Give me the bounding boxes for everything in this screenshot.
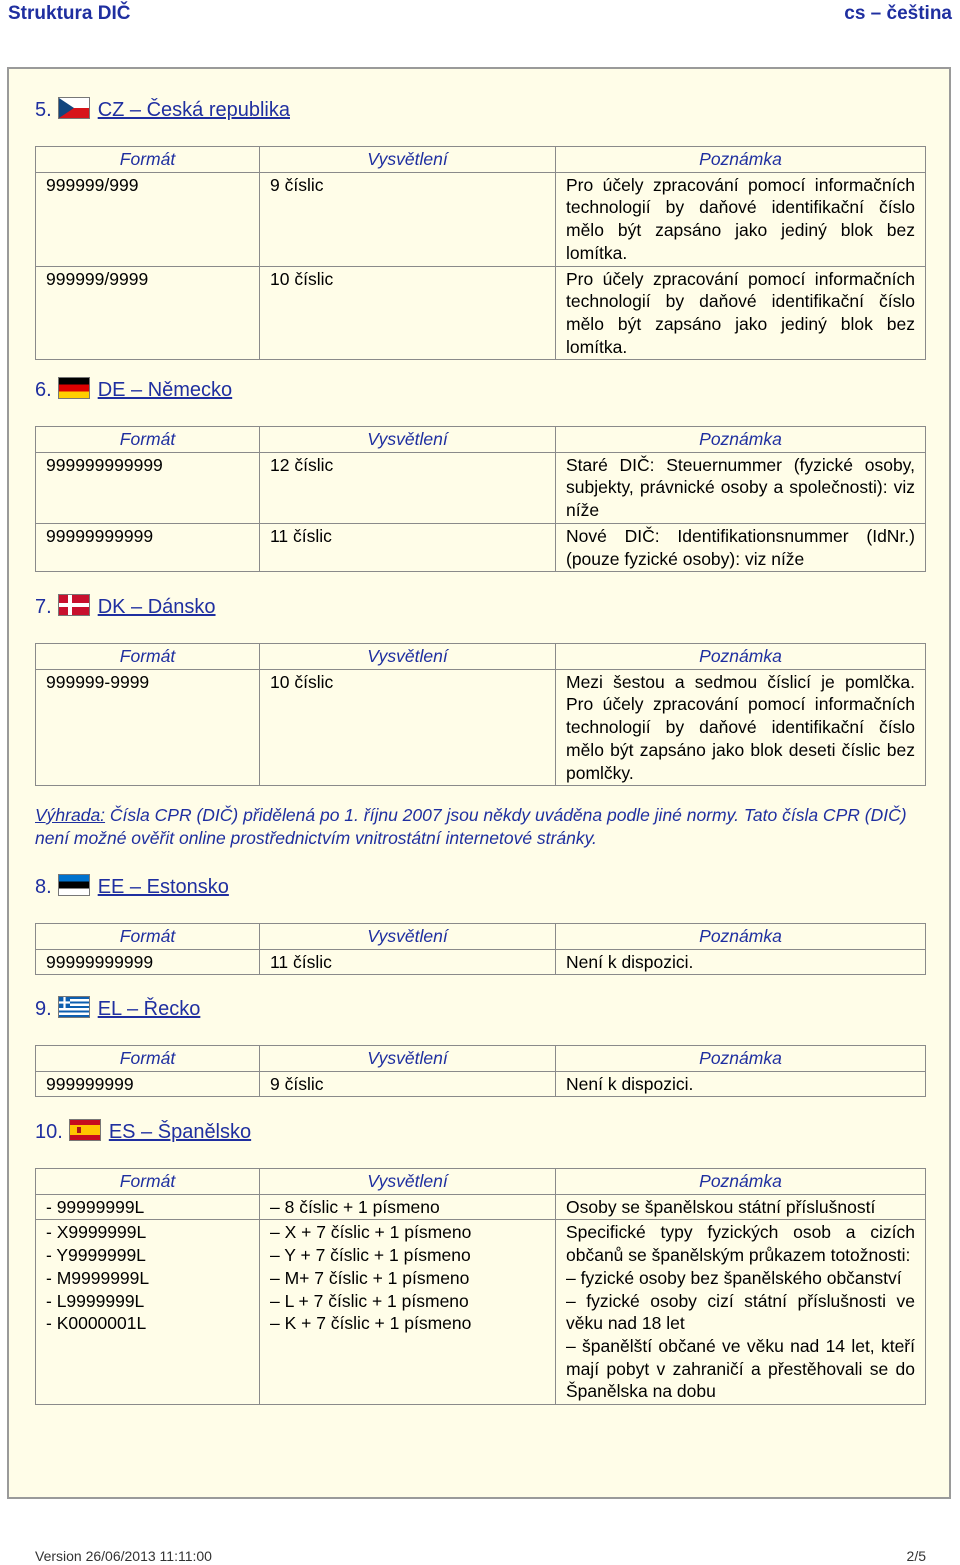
section-heading-el — [35, 996, 200, 1021]
col-header-format: Formát — [36, 427, 260, 453]
explanation-cell: 9 číslic — [260, 1071, 556, 1097]
section-number: 10. — [35, 1121, 63, 1143]
page-number: 2/5 — [906, 1548, 926, 1564]
greek-flag-icon — [58, 996, 90, 1018]
section-number: 5. — [35, 99, 52, 121]
format-line: - X9999999L — [46, 1222, 147, 1243]
estonian-flag-icon — [58, 874, 90, 896]
col-header-format: Formát — [36, 644, 260, 670]
section-heading-es — [35, 1119, 251, 1144]
reservation-text: Čísla CPR (DIČ) přidělená po 1. říjnu 2007 jsou někdy uváděna podle jiné normy. Tato čísla CPR (DIČ) není možné ověřit online prostřednictvím vnitrostátní internetové stránky. — [35, 805, 907, 848]
german-flag-icon — [58, 377, 90, 399]
note-line: – fyzické osoby bez španělského občanství — [566, 1267, 902, 1288]
note-cell: Nové DIČ: Identifikationsnummer (IdNr.) (pouze fyzické osoby): viz níže — [556, 523, 926, 571]
explanation-cell: – 8 číslic + 1 písmeno — [260, 1194, 556, 1220]
section-title: DE – Německo — [97, 379, 233, 401]
format-line: - Y9999999L — [46, 1245, 146, 1266]
note-line: – španělští občané ve věku nad 14 let, kteří mají pobyt v zahraničí a přestěhovali se do Španělska na dobu — [566, 1335, 915, 1402]
table-cz — [35, 146, 926, 360]
version-footer: Version 26/06/2013 11:11:00 — [35, 1548, 212, 1564]
spanish-flag-icon — [69, 1119, 101, 1141]
explanation-cell: 11 číslic — [260, 523, 556, 571]
note-cell: Pro účely zpracování pomocí informačních technologií by daňové identifikační číslo mělo být zapsáno jako jediný blok bez lomítka. — [556, 266, 926, 360]
col-header-note: Poznámka — [556, 924, 926, 950]
col-header-format: Formát — [36, 1046, 260, 1072]
section-heading-ee — [35, 874, 229, 899]
note-cell: Staré DIČ: Steuernummer (fyzické osoby, subjekty, právnické osoby a společnosti): viz níže — [556, 452, 926, 523]
format-line: - L9999999L — [46, 1290, 145, 1311]
section-number: 9. — [35, 998, 52, 1020]
section-title: DK – Dánsko — [97, 596, 216, 618]
col-header-explanation: Vysvětlení — [260, 1169, 556, 1195]
format-cell: 999999/9999 — [36, 266, 260, 360]
col-header-note: Poznámka — [556, 644, 926, 670]
format-cell: 99999999999 — [36, 523, 260, 571]
format-cell: 999999/999 — [36, 172, 260, 266]
col-header-explanation: Vysvětlení — [260, 427, 556, 453]
table-row — [36, 669, 926, 786]
document-title: Struktura DIČ — [8, 3, 131, 24]
format-cell: - 99999999L — [36, 1194, 260, 1220]
note-cell — [556, 1220, 926, 1405]
format-cell: 999999999 — [36, 1071, 260, 1097]
explanation-cell: 10 číslic — [260, 266, 556, 360]
explanation-cell: 12 číslic — [260, 452, 556, 523]
section-number: 8. — [35, 876, 52, 898]
note-cell: Osoby se španělskou státní příslušností — [556, 1194, 926, 1220]
table-el — [35, 1045, 926, 1097]
section-title: EE – Estonsko — [97, 876, 229, 898]
section-title: CZ – Česká republika — [97, 99, 290, 121]
section-title: ES – Španělsko — [108, 1121, 252, 1143]
czech-flag-icon — [58, 97, 90, 119]
explanation-line: – M+ 7 číslic + 1 písmeno — [270, 1267, 470, 1288]
table-es — [35, 1168, 926, 1405]
table-row — [36, 1071, 926, 1097]
table-ee — [35, 923, 926, 975]
col-header-explanation: Vysvětlení — [260, 147, 556, 173]
table-row — [36, 452, 926, 523]
section-heading-dk — [35, 594, 216, 619]
note-cell: Není k dispozici. — [556, 949, 926, 975]
reservation-label: Výhrada: — [35, 805, 106, 825]
explanation-cell — [260, 1220, 556, 1405]
format-cell — [36, 1220, 260, 1405]
format-cell: 99999999999 — [36, 949, 260, 975]
top-bar — [0, 0, 960, 30]
table-row — [36, 949, 926, 975]
explanation-cell: 9 číslic — [260, 172, 556, 266]
note-cell: Není k dispozici. — [556, 1071, 926, 1097]
note-line: – fyzické osoby cizí státní příslušnosti ve věku nad 18 let — [566, 1290, 915, 1334]
reservation-note — [35, 804, 928, 850]
table-row — [36, 266, 926, 360]
format-line: - M9999999L — [46, 1267, 150, 1288]
section-heading-de — [35, 377, 232, 402]
col-header-note: Poznámka — [556, 1046, 926, 1072]
col-header-note: Poznámka — [556, 147, 926, 173]
explanation-cell: 10 číslic — [260, 669, 556, 786]
explanation-cell: 11 číslic — [260, 949, 556, 975]
table-row — [36, 172, 926, 266]
col-header-explanation: Vysvětlení — [260, 644, 556, 670]
table-de — [35, 426, 926, 572]
section-title: EL – Řecko — [97, 998, 201, 1020]
note-line: Specifické typy fyzických osob a cizích občanů se španělským průkazem totožnosti: — [566, 1222, 915, 1266]
col-header-note: Poznámka — [556, 1169, 926, 1195]
language-label: cs – čeština — [844, 3, 952, 24]
format-cell: 999999999999 — [36, 452, 260, 523]
table-dk — [35, 643, 926, 786]
col-header-format: Formát — [36, 147, 260, 173]
note-cell: Pro účely zpracování pomocí informačních technologií by daňové identifikační číslo mělo být zapsáno jako jediný blok bez lomítka. — [556, 172, 926, 266]
col-header-format: Formát — [36, 1169, 260, 1195]
col-header-format: Formát — [36, 924, 260, 950]
danish-flag-icon — [58, 594, 90, 616]
table-row — [36, 1220, 926, 1405]
explanation-line: – X + 7 číslic + 1 písmeno — [270, 1222, 472, 1243]
table-row — [36, 523, 926, 571]
table-row — [36, 1194, 926, 1220]
col-header-explanation: Vysvětlení — [260, 1046, 556, 1072]
col-header-note: Poznámka — [556, 427, 926, 453]
section-number: 7. — [35, 596, 52, 618]
format-cell: 999999-9999 — [36, 669, 260, 786]
explanation-line: – L + 7 číslic + 1 písmeno — [270, 1290, 469, 1311]
section-heading-cz — [35, 97, 290, 122]
section-number: 6. — [35, 379, 52, 401]
col-header-explanation: Vysvětlení — [260, 924, 556, 950]
explanation-line: – Y + 7 číslic + 1 písmeno — [270, 1245, 471, 1266]
note-cell: Mezi šestou a sedmou číslicí je pomlčka. Pro účely zpracování pomocí informačních technologií by daňové identifikační číslo mělo být zapsáno jako blok deseti číslic bez pomlčky. — [556, 669, 926, 786]
format-line: - K0000001L — [46, 1313, 147, 1334]
explanation-line: – K + 7 číslic + 1 písmeno — [270, 1313, 472, 1334]
